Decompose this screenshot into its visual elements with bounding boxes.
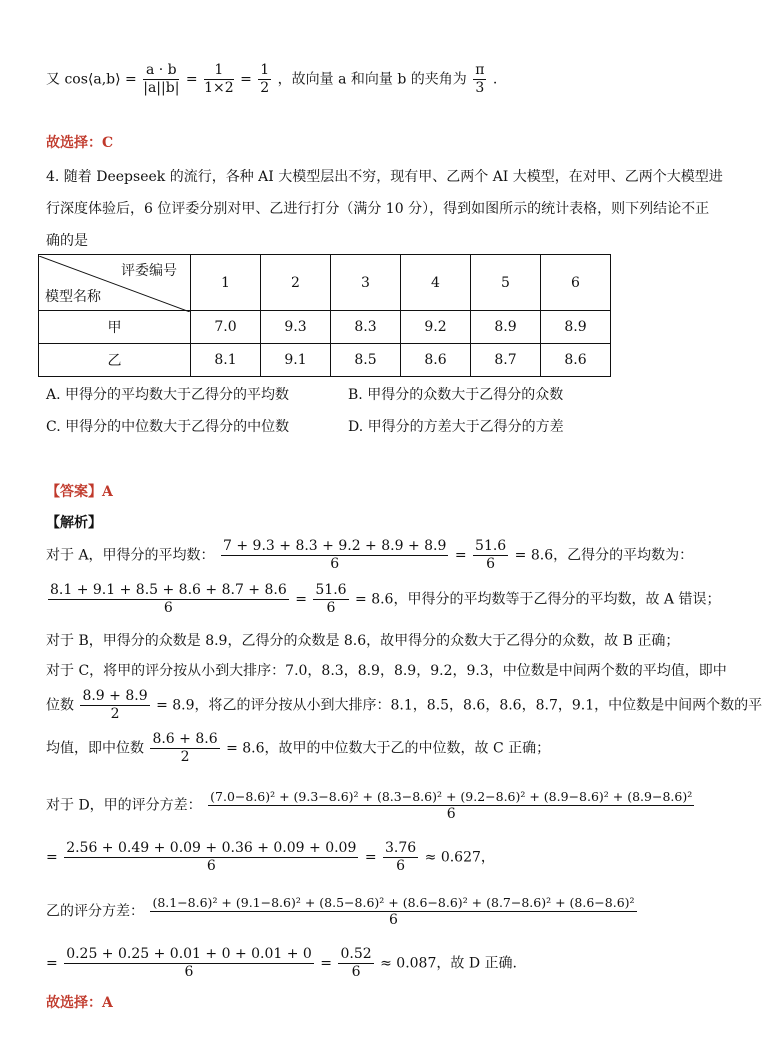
option-b: B. 甲得分的众数大于乙得分的众数 xyxy=(348,387,564,403)
solution-a-line-1: 对于 A，甲得分的平均数： $\frac{7 + 9.3 + 8.3 + 9.2 + 8.9 + 8.9}{6}$ = $\frac{51.6}{6}$ = 8.6，乙得分的平均数为： xyxy=(46,538,694,572)
mean-fraction-jia xyxy=(221,538,448,573)
solution-d-line-2: = $\frac{2.56 + 0.49 + 0.09 + 0.36 + 0.09 + 0.09}{6}$ = $\frac{3.76}{6}$ ≈ 0.627， xyxy=(46,840,495,874)
table-cell: 8.7 xyxy=(471,344,541,377)
fraction-denominator: 6 xyxy=(486,556,496,572)
fraction-numerator: 0.25 + 0.25 + 0.01 + 0 + 0.01 + 0 xyxy=(66,946,312,962)
table-cell: 9.3 xyxy=(261,311,331,344)
fraction-numerator: (8.1−8.6)² + (9.1−8.6)² + (8.5−8.6)² + (8.6−8.6)² + (8.7−8.6)² + (8.6−8.6)² xyxy=(152,895,635,910)
table-row xyxy=(39,344,611,377)
table-cell: 8.6 xyxy=(541,344,611,377)
median-fraction-jia xyxy=(80,688,149,723)
fraction-denominator: 3 xyxy=(475,80,485,96)
fraction-denominator: 2 xyxy=(110,706,120,722)
analysis-label: 【解析】 xyxy=(46,515,102,531)
table-cell: 8.5 xyxy=(331,344,401,377)
angle-text: ，故向量 a 和向量 b 的夹角为 xyxy=(277,71,467,88)
cos-expression: cos⟨a,b⟩ = xyxy=(64,71,137,88)
half-fraction xyxy=(258,62,271,97)
median-label: 位数 xyxy=(46,697,74,714)
row-name: 甲 xyxy=(39,311,191,344)
col-header-4: 4 xyxy=(401,255,471,311)
variance-result-jia: ≈ 0.627， xyxy=(424,849,495,866)
col-header-1: 1 xyxy=(191,255,261,311)
option-a: A. 甲得分的平均数大于乙得分的平均数 xyxy=(46,387,290,403)
answer-label: 【答案】A xyxy=(46,484,113,500)
table-cell: 8.6 xyxy=(401,344,471,377)
variance-label-jia: 对于 D，甲的评分方差： xyxy=(46,797,202,814)
variance-label-yi: 乙的评分方差： xyxy=(46,903,144,920)
variance-fraction-yi xyxy=(150,894,636,929)
table-cell: 9.1 xyxy=(261,344,331,377)
equals-sign: = xyxy=(46,849,58,866)
table-cell: 8.3 xyxy=(331,311,401,344)
value-fraction xyxy=(204,62,234,97)
fraction-numerator: 2.56 + 0.49 + 0.09 + 0.36 + 0.09 + 0.09 xyxy=(66,840,357,856)
col-header-2: 2 xyxy=(261,255,331,311)
solution-c-line-1: 对于 C，将甲的评分按从小到大排序：7.0，8.3，8.9，8.9，9.2，9.3，中位数是中间两个数的平均值，即中 xyxy=(46,663,727,679)
choice-q4: 故选择：A xyxy=(46,995,113,1011)
fraction-numerator: 3.76 xyxy=(385,840,417,856)
variance-sum-fraction-yi xyxy=(64,946,314,981)
variance-sum-fraction-jia xyxy=(64,840,358,875)
fraction-denominator: 6 xyxy=(184,964,194,980)
col-header-6: 6 xyxy=(541,255,611,311)
fraction-numerator: 1 xyxy=(204,62,234,80)
fraction-numerator: a · b xyxy=(143,62,179,80)
table-cell: 9.2 xyxy=(401,311,471,344)
median-label-yi: 均值，即中位数 xyxy=(46,740,144,757)
mean-fraction-yi xyxy=(48,582,289,617)
mean-sum-fraction-jia xyxy=(473,538,508,573)
fraction-denominator: |a||b| xyxy=(143,80,180,96)
fraction-denominator: 6 xyxy=(330,556,340,572)
fraction-numerator: π xyxy=(475,62,485,78)
fraction-numerator: 0.52 xyxy=(340,946,372,962)
solution-c-end: = 8.6，故甲的中位数大于乙的中位数，故 C 正确； xyxy=(226,740,551,757)
fraction-denominator: 6 xyxy=(396,858,406,874)
solution-a-intro: 对于 A，甲得分的平均数： xyxy=(46,547,215,564)
fraction-numerator: 51.6 xyxy=(475,538,507,554)
variance-total-fraction-yi xyxy=(338,946,373,981)
table-header-row xyxy=(39,255,611,311)
equals-sign: = xyxy=(185,71,198,88)
equals-sign: = xyxy=(46,955,58,972)
solution-c-line-2 xyxy=(46,688,762,723)
equals-sign: = xyxy=(240,71,252,88)
fraction-denominator: 2 xyxy=(260,80,270,96)
fraction-numerator: 8.9 + 8.9 xyxy=(82,688,148,704)
fraction-numerator: 8.1 + 9.1 + 8.5 + 8.6 + 8.7 + 8.6 xyxy=(50,582,287,598)
table-cell: 7.0 xyxy=(191,311,261,344)
table-cell: 8.1 xyxy=(191,344,261,377)
col-header-5: 5 xyxy=(471,255,541,311)
header-model-label: 模型名称 xyxy=(45,288,101,305)
mean-sum-fraction-yi xyxy=(313,582,348,617)
solution-a-line-2: $\frac{8.1 + 9.1 + 8.5 + 8.6 + 8.7 + 8.6}{6}$ = $\frac{51.6}{6}$ = 8.6，甲得分的平均数等于乙得分的平均数，故 A 错误； xyxy=(50,582,721,616)
fraction-numerator: 7 + 9.3 + 8.3 + 9.2 + 8.9 + 8.9 xyxy=(223,538,447,554)
formula-prefix: 又 xyxy=(46,71,60,88)
solution-d-line-3 xyxy=(46,894,639,929)
solution-b: 对于 B，甲得分的众数是 8.9，乙得分的众数是 8.6，故甲得分的众数大于乙得分的众数，故 B 正确； xyxy=(46,633,680,649)
fraction-denominator: 6 xyxy=(389,912,398,928)
row-name: 乙 xyxy=(39,344,191,377)
option-d: D. 甲得分的方差大于乙得分的方差 xyxy=(348,419,564,435)
q4-line-3: 确的是 xyxy=(46,233,88,249)
fraction-numerator: (7.0−8.6)² + (9.3−8.6)² + (8.3−8.6)² + (9.2−8.6)² + (8.9−8.6)² + (8.9−8.6)² xyxy=(210,789,693,804)
solution-c-middle: = 8.9，将乙的评分按从小到大排序：8.1，8.5，8.6，8.6，8.7，9.1，中位数是中间两个数的平 xyxy=(156,697,763,714)
period: . xyxy=(492,71,498,88)
solution-d-line-1 xyxy=(46,788,696,823)
fraction-numerator: 1 xyxy=(260,62,270,78)
variance-result-yi: ≈ 0.087，故 D 正确. xyxy=(380,955,517,972)
fraction-numerator: 51.6 xyxy=(315,582,347,598)
fraction-denominator: 6 xyxy=(326,600,336,616)
fraction-denominator: 6 xyxy=(206,858,216,874)
variance-total-fraction-jia xyxy=(383,840,418,875)
score-table xyxy=(38,254,611,377)
solution-a-result-1: = 8.6，乙得分的平均数为： xyxy=(514,547,694,564)
fraction-denominator: 6 xyxy=(163,600,173,616)
angle-fraction xyxy=(473,62,486,97)
cosine-formula-line xyxy=(46,62,497,97)
q4-line-1: 4. 随着 Deepseek 的流行，各种 AI 大模型层出不穷，现有甲、乙两个 AI 大模型，在对甲、乙两个大模型进 xyxy=(46,169,723,185)
header-judge-label: 评委编号 xyxy=(121,262,177,279)
fraction-denominator: 6 xyxy=(446,806,456,822)
table-cell: 8.9 xyxy=(541,311,611,344)
fraction-denominator: 1×2 xyxy=(204,80,234,96)
solution-c-line-3 xyxy=(46,731,550,766)
table-row xyxy=(39,311,611,344)
col-header-3: 3 xyxy=(331,255,401,311)
choice-q3: 故选择：C xyxy=(46,135,114,151)
solution-a-result-2: = 8.6，甲得分的平均数等于乙得分的平均数，故 A 错误； xyxy=(355,591,721,608)
variance-fraction-jia xyxy=(208,788,694,823)
option-c: C. 甲得分的中位数大于乙得分的中位数 xyxy=(46,419,290,435)
solution-d-line-4: = $\frac{0.25 + 0.25 + 0.01 + 0 + 0.01 + 0}{6}$ = $\frac{0.52}{6}$ ≈ 0.087，故 D 正确. xyxy=(46,946,517,980)
table-cell: 8.9 xyxy=(471,311,541,344)
median-fraction-yi xyxy=(150,731,219,766)
fraction-denominator: 6 xyxy=(351,964,361,980)
fraction-denominator: 2 xyxy=(180,749,190,765)
diagonal-header-cell xyxy=(39,255,191,311)
q4-line-2: 行深度体验后，6 位评委分别对甲、乙进行打分（满分 10 分），得到如图所示的统计表格，则下列结论不正 xyxy=(46,201,710,217)
dot-product-fraction xyxy=(143,62,179,97)
fraction-numerator: 8.6 + 8.6 xyxy=(152,731,218,747)
